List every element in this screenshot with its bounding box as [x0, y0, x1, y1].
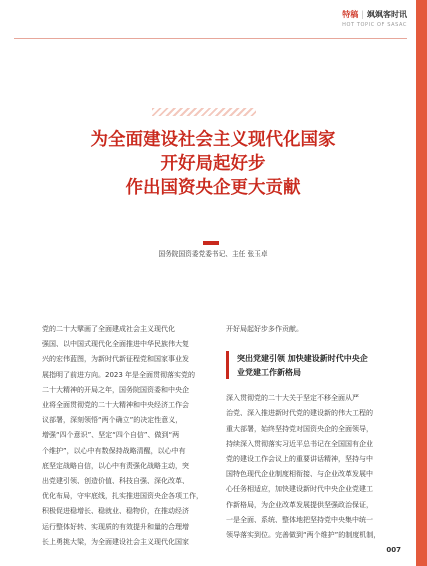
title-decoration — [152, 108, 256, 116]
page-edge-bar — [416, 0, 427, 566]
section-heading-line: 业党建工作新格局 — [237, 367, 301, 378]
title-line: 为全面建设社会主义现代化国家 — [90, 130, 336, 150]
title-line: 作出国资央企更大贡献 — [125, 178, 301, 198]
article-title — [14, 128, 412, 200]
body-paragraph: 党的二十大擘画了全面建成社会主义现代化 强国、以中国式现代化全面推进中华民族伟大复 兴的宏伟蓝图，为新时代新征程党和国家事业发 展指明了前进方向。2023 年是全面贯彻落实党的 二十大精神的开局之年，国务院国资委和中央企 业将全面贯彻党的二十大精神和中央经济工作会 议部署，深刻领悟“两个确立”的决定性意义， 增强“四个意识”、坚定“四个自信”、做到“两 个维护”，以心中有数保持战略清醒，以心中有 底坚定战略自信，以心中有责强化战略主动，突 出党建引领、创造价值、科技自强、深化改革、 优化布局，守牢底线，扎实推进国资央企各项工作， 积极促进稳增长、稳就业、稳物价，在推动经济 运行整体好转、实现质的有效提升和量的合理增 长上勇挑大梁，为全面建设社会主义现代化国家 — [42, 325, 203, 546]
article-author: 国务院国资委党委书记、主任 张玉卓 — [158, 250, 268, 258]
section-tag-english: HOT TOPIC OF SASAC — [342, 22, 407, 28]
section-header — [342, 9, 407, 28]
section-tag-column: 飒飒客时讯 — [367, 9, 407, 19]
page-number: 007 — [386, 546, 401, 554]
body-column-right — [226, 322, 390, 543]
body-paragraph: 开好局起好步多作贡献。 — [226, 325, 303, 333]
header-rule — [14, 38, 407, 39]
section-heading — [226, 351, 390, 379]
body-paragraph: 深入贯彻党的二十大关于坚定不移全面从严 治党、深入推进新时代党的建设新的伟大工程的 重大部署，始终坚持党对国资央企的全面领导， 持续深入贯彻落实习近平总书记在全国国有企业 党的建设工作会议上的重要讲话精神，坚持与中 国特色现代企业制度相衔接、与企业改革发展中 心任务相适应，加快建设新时代中央企业党建工 作新格局，为企业改革发展提供坚强政治保证， 一是全面、系统、整体地把坚持党中央集中统一 领导落实到位。完善做到“两个维护”的制度机制， — [226, 394, 381, 540]
title-line: 开好局起好步 — [160, 154, 266, 174]
author-accent-bar — [203, 241, 219, 245]
section-tag-separator: | — [361, 10, 364, 19]
section-tag-primary: 特稿 — [342, 9, 359, 19]
body-column-left — [42, 322, 214, 550]
section-heading-line: 突出党建引领 加快建设新时代中央企 — [237, 353, 368, 364]
